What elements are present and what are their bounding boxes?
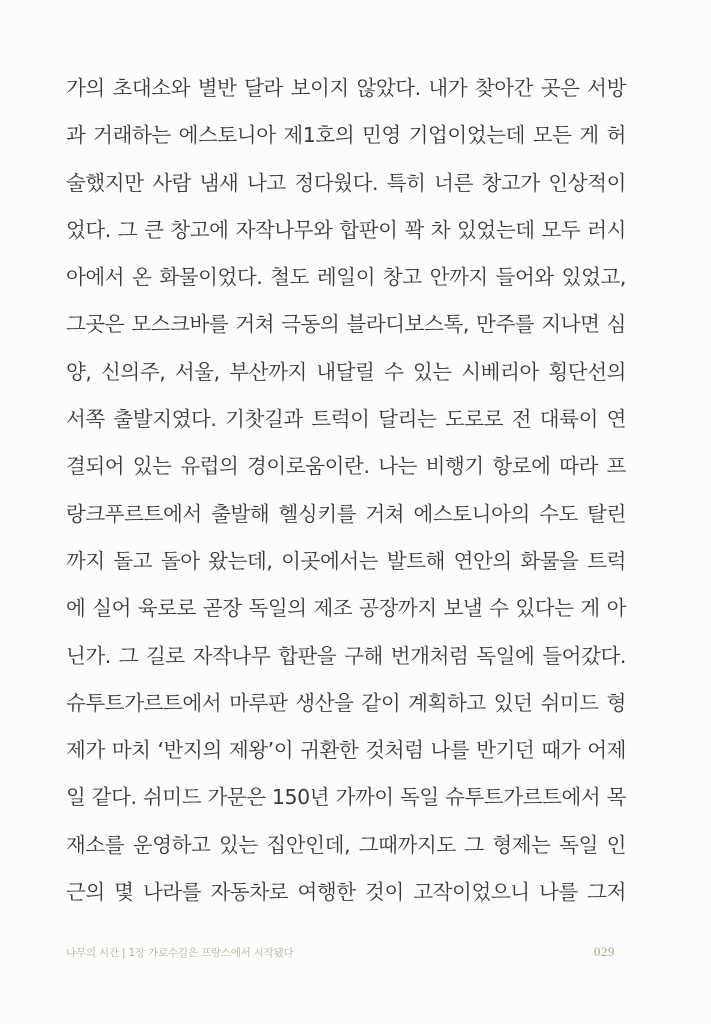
text-line: 근의 몇 나라를 자동차로 여행한 것이 고작이었으니 나를 그저 <box>66 880 626 905</box>
text-line: 결되어 있는 유럽의 경이로움이란. 나는 비행기 항로에 따라 프 <box>66 454 626 479</box>
text-line: 가의 초대소와 별반 달라 보이지 않았다. 내가 찾아간 곳은 서방 <box>66 76 626 100</box>
text-line: 었다. 그 큰 창고에 자작나무와 합판이 꽉 차 있었는데 모두 러시 <box>66 217 626 242</box>
text-line: 제가 마치 ‘반지의 제왕’이 귀환한 것처럼 나를 반기던 때가 어제 <box>66 738 626 763</box>
text-line: 일 같다. 쉬미드 가문은 150년 가까이 독일 슈투트가르트에서 목 <box>66 785 626 810</box>
text-line: 슈투트가르트에서 마루판 생산을 같이 계획하고 있던 쉬미드 형 <box>66 690 626 715</box>
text-line: 에 실어 육로로 곧장 독일의 제조 공장까지 보낼 수 있다는 게 아 <box>66 596 626 621</box>
text-line: 아에서 온 화물이었다. 철도 레일이 창고 안까지 들어와 있었고, <box>66 265 626 290</box>
running-footer: 나무의 시간 | 1장 가로수길은 프랑스에서 시작됐다 <box>66 947 294 959</box>
text-line: 닌가. 그 길로 자작나무 합판을 구해 번개처럼 독일에 들어갔다. <box>66 643 626 668</box>
text-line: 재소를 운영하고 있는 집안인데, 그때까지도 그 형제는 독일 인 <box>66 832 626 857</box>
text-line: 양, 신의주, 서울, 부산까지 내달릴 수 있는 시베리아 횡단선의 <box>66 359 626 384</box>
text-line: 그곳은 모스크바를 거쳐 극동의 블라디보스톡, 만주를 지나면 심 <box>66 312 626 337</box>
text-line: 술했지만 사람 냄새 나고 정다웠다. 특히 너른 창고가 인상적이 <box>66 170 626 195</box>
text-line: 과 거래하는 에스토니아 제1호의 민영 기업이었는데 모든 게 허 <box>66 123 626 148</box>
text-line: 랑크푸르트에서 출발해 헬싱키를 거쳐 에스토니아의 수도 탈린 <box>66 501 626 526</box>
text-line: 까지 돌고 돌아 왔는데, 이곳에서는 발트해 연안의 화물을 트럭 <box>66 548 626 573</box>
page-number: 029 <box>594 944 615 959</box>
body-text <box>66 70 626 921</box>
text-line: 서쪽 출발지였다. 기찻길과 트럭이 달리는 도로로 전 대륙이 연 <box>66 407 626 432</box>
